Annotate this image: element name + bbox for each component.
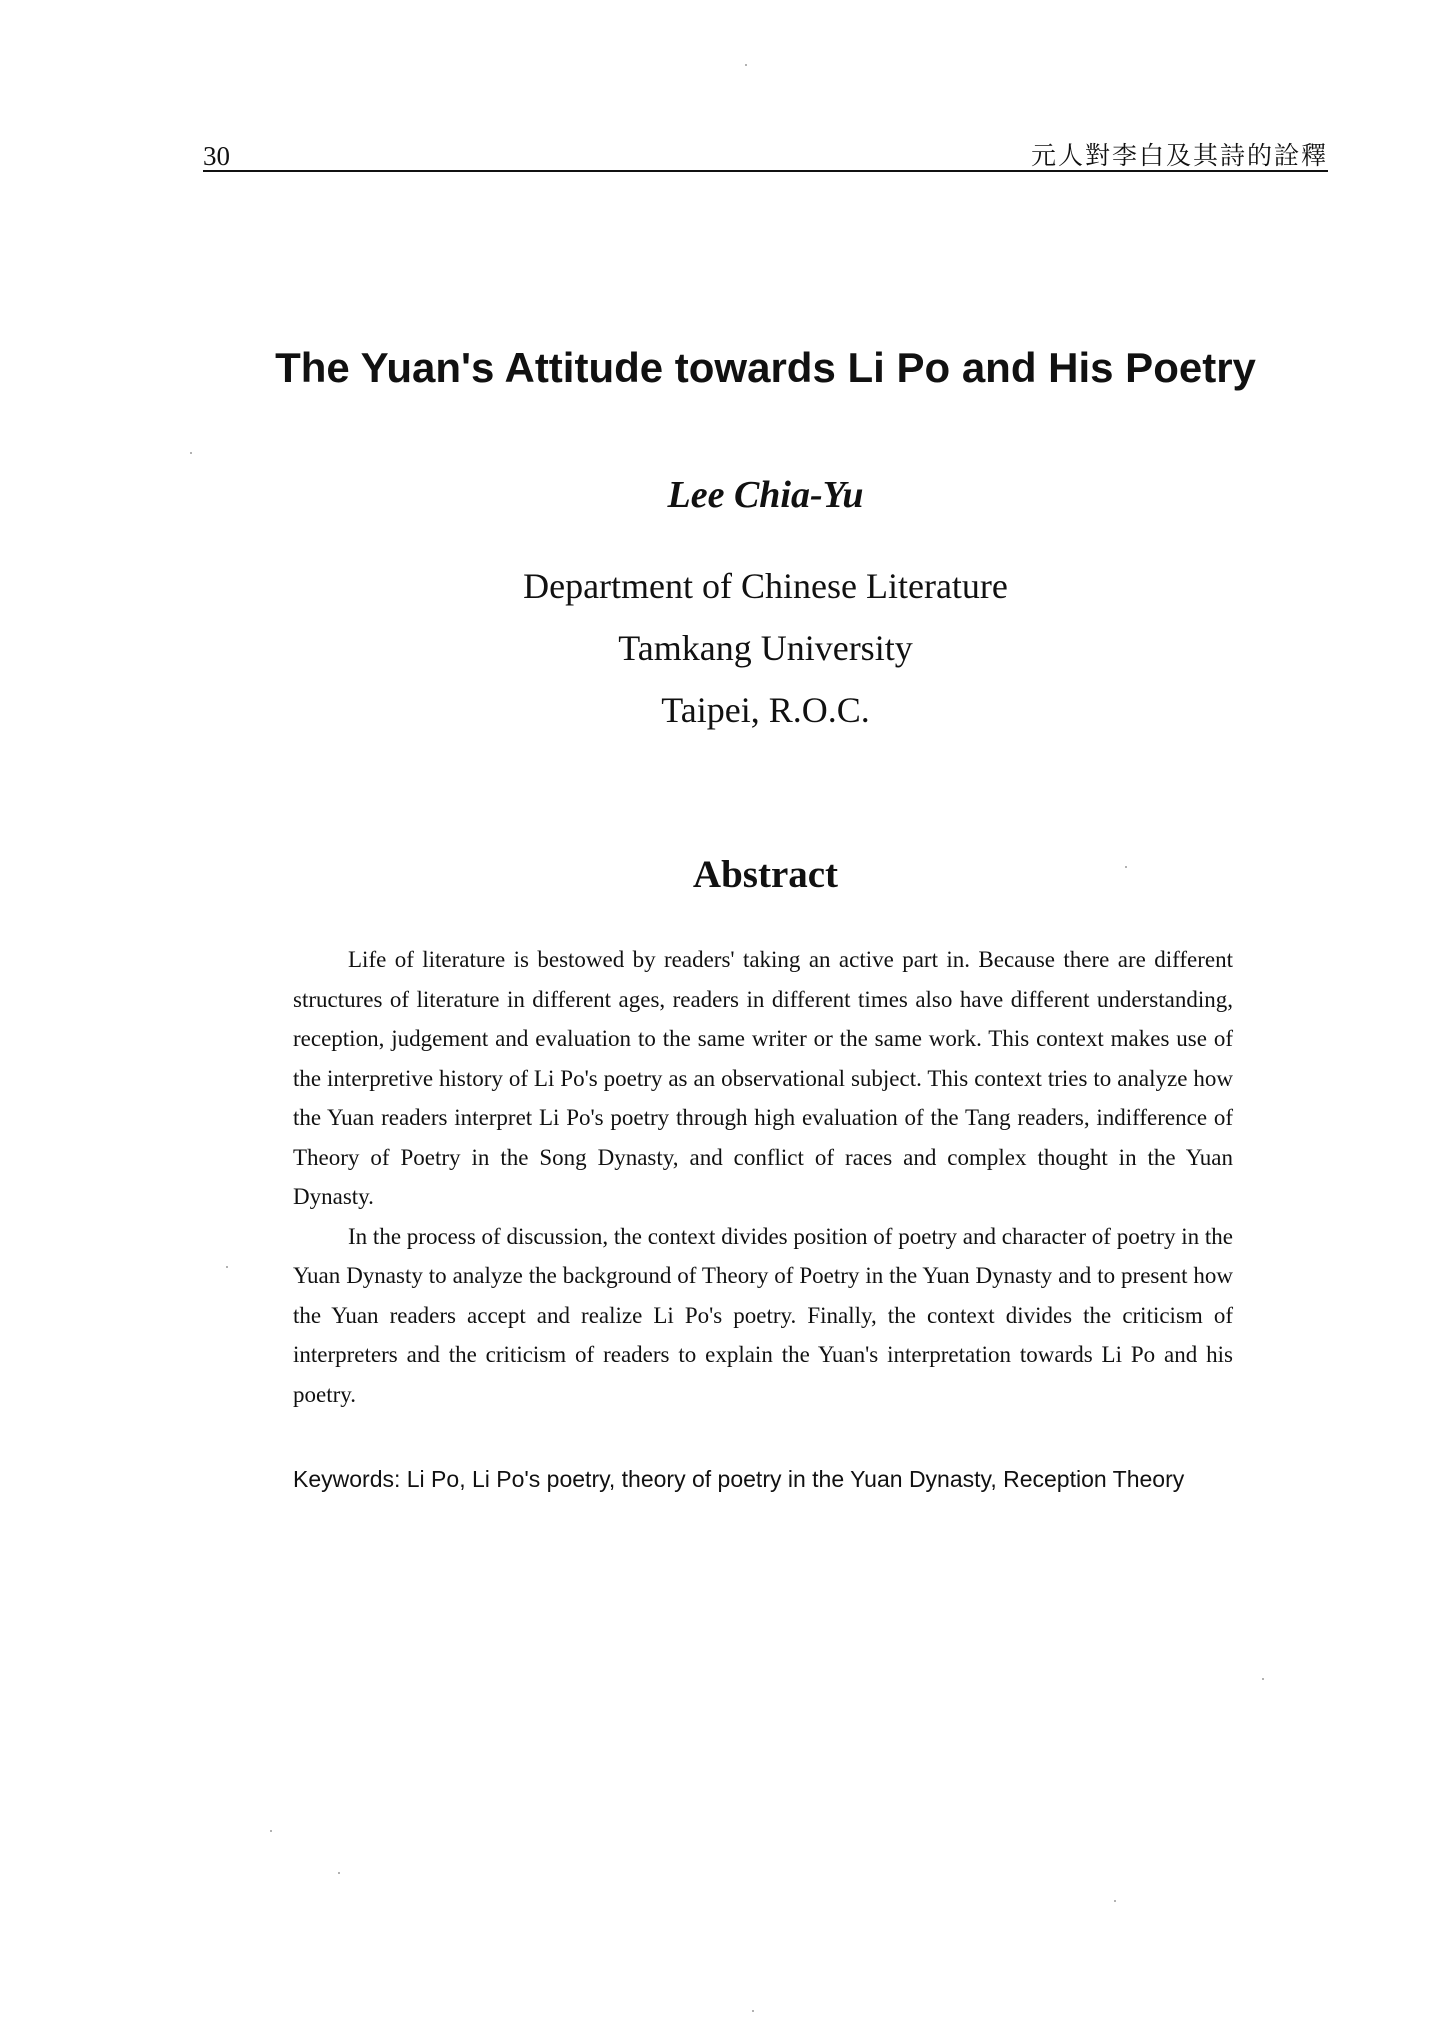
running-header [203, 130, 1328, 172]
keywords [293, 1458, 1233, 1500]
scan-speck [270, 1830, 272, 1832]
abstract-paragraph: In the process of discussion, the context divides position of poetry and character of poetry in the Yuan Dynasty to analyze the background of Theory of Poetry in the Yuan Dynasty and to present how the Yuan readers accept and realize Li Po's poetry. Finally, the context divides the criticism of interpreters and the criticism of readers to explain the Yuan's interpretation towards Li Po and his poetry. [293, 1223, 1233, 1407]
affiliation-location: Taipei, R.O.C. [661, 690, 870, 730]
affiliation-department: Department of Chinese Literature [523, 566, 1008, 606]
author-name: Lee Chia-Yu [667, 474, 864, 516]
scan-speck [1262, 1678, 1264, 1680]
page-number: 30 [203, 141, 230, 171]
scan-speck [190, 452, 192, 454]
scan-speck [338, 1872, 340, 1874]
affiliation-university: Tamkang University [618, 628, 913, 668]
abstract-heading: Abstract [692, 853, 839, 896]
scan-speck [226, 1266, 228, 1268]
scan-speck [745, 64, 747, 66]
paper-title: The Yuan's Attitude towards Li Po and His Poetry [275, 344, 1256, 391]
abstract-body [293, 940, 1233, 1414]
author-affiliation [203, 555, 1328, 741]
keywords-label: Keywords: [293, 1466, 401, 1492]
running-title: 元人對李白及其詩的詮釋 [1030, 141, 1328, 170]
scan-speck [1114, 1900, 1116, 1902]
scan-speck [752, 2010, 754, 2012]
scan-speck [1125, 866, 1127, 868]
abstract-paragraph: Life of literature is bestowed by readers' taking an active part in. Because there are different structures of literature in different ages, readers in different times also have different understanding, reception, judgement and evaluation to the same writer or the same work. This context makes use of the interpretive history of Li Po's poetry as an observational subject. This context tries to analyze how the Yuan readers interpret Li Po's poetry through high evaluation of the Tang readers, indifference of Theory of Poetry in the Song Dynasty, and conflict of races and complex thought in the Yuan Dynasty. [293, 947, 1233, 1209]
keywords-text: Li Po, Li Po's poetry, theory of poetry in the Yuan Dynasty, Reception Theory [406, 1466, 1185, 1492]
